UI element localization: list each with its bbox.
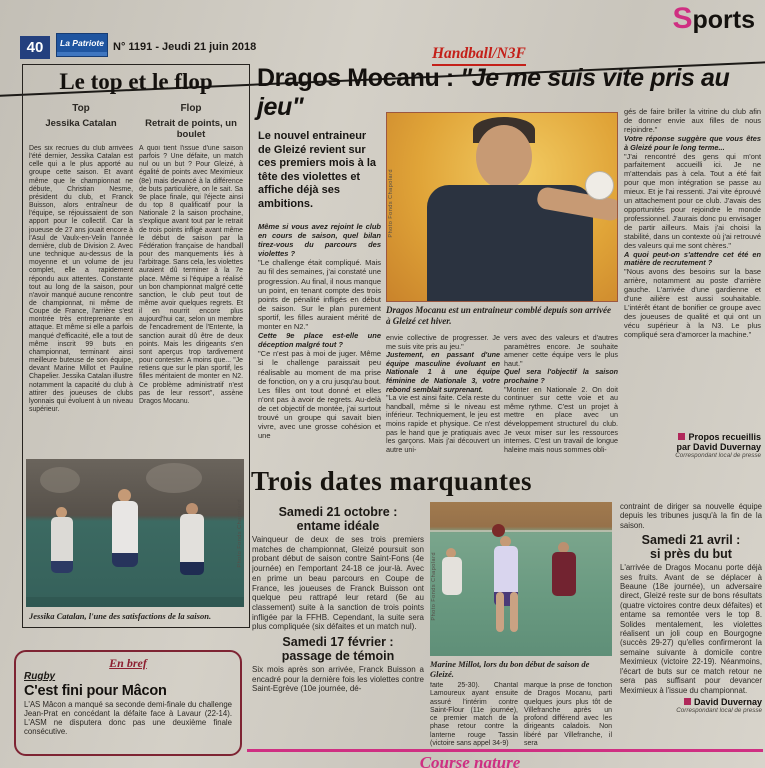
flop-body: A quoi tient l'issue d'une saison parfois ? Une défaite, un match nul ou un but ? Pour Gleizé, à égalité de points avec Meximieux (8e) mais devancé à la différence de buts particulière, on le sait. Sa 9e place finale, qui l'éjecte ainsi du top 8 qualificatif pour la Nationale 2 la saison prochaine, s'explique avant tout par le retrait de trois points infligé avant même le début de saison par la Fédération française de handball pour des manquements liés à l'arbitrage. Sans cela, les violettes auraient dû terminer à la 7e place. Même si l'équipe a réalisé un bon championnat malgré cette sanction, le club peut tout de même avoir quelques regrets. Et il en nourrit encore plus aujourd'hui car, selon un membre de l'encadrement de l'Entente, la sanction aurait dû être de deux points. Mais les dirigeants s'en sont aperçus trop tardivement pour contester. A moins que... "Je retiens que sur le plan sportif, les filles méritaient de monter en N2. Ce problème administratif n'est pas de leur ressort", assène Dragos Mocanu. (139, 145, 243, 405)
interview-answer: "Ce n'est pas à moi de juger. Même si le challenge paraissait peu réalisable au moment de ma prise de fonction, on y a cru jusqu'au bout. Les filles ont tout donné et elles n'ont pas à avoir de regrets. Au-delà de cet objectif de montée, j'ai surtout trouvé un groupe qui savait bien vivre, avec une grosse cohésion et une (258, 349, 381, 441)
interview-question: Justement, en passant d'une équipe masculine évoluant en Nationale 1 à une équipe féminine de Nationale 3, votre rebond semblait surprenant. (386, 350, 500, 394)
interview-answer: vers avec des valeurs et d'autres paramètres encore. Je souhaite amener cette équipe vers le plus haut." (504, 334, 618, 368)
flop-label: Flop (180, 103, 202, 114)
flop-heading: Retrait de points, un boulet (145, 118, 237, 140)
date-heading-3a: Samedi 21 avril : (641, 533, 741, 548)
brief-heading: C'est fini pour Mâcon (24, 683, 167, 699)
date-body-2: Six mois après son arrivée, Franck Buisson a encadré pour la dernière fois les violettes contre Saint-Egrève (10e journée, dé- (252, 665, 424, 694)
interview-answer: "Le challenge était compliqué. Mais au fil des semaines, j'ai constaté une progression. Au final, il nous manque un point, en tenant compte des trois points de pénalité infligés en début de saison. Sur le plan purement sportif, les filles auraient mérité de monter en N2." (258, 258, 381, 332)
byline-line1: Propos recueillis (688, 432, 761, 442)
interview-answer: envie collective de progresser. Je me suis vite pris au jeu." (386, 334, 500, 351)
section-initial: S (672, 2, 693, 35)
interview-answer: gés de faire briller la vitrine du club afin de donner envie aux filles de nous rejoindre." (624, 108, 761, 134)
interview-answer: "Nous avons des besoins sur la base arrière, notamment au poste d'arrière gauche. L'arrivée d'une gardienne et d'une ailière est aussi souhaitable. L'intérêt étant de bonifier ce groupe avec des joueuses de qualité et qui ont un vécu supérieur à la N3. Le plus compliqué sera d'amorcer la machine." (624, 267, 761, 339)
date-body-2d: contraint de diriger sa nouvelle équipe depuis les tribunes jusqu'à la fin de la saison. (620, 502, 762, 530)
interview-answer: "La vie est ainsi faite. Cela reste du handball, même si le niveau est inférieur. Techniquement, le jeu est moins rapide et physique. Ce n'est pas le hand que je pratiquais avec les garçons. Mais j'ai découvert un autre uni- (386, 393, 500, 454)
bottom-section-rule (247, 749, 763, 752)
bullet-square-icon (678, 433, 685, 440)
article-byline (624, 432, 761, 459)
photo-jessika-catalan (26, 459, 244, 607)
brief-rubric: Rugby (24, 671, 56, 682)
brief-body: L'AS Mâcon a manqué sa seconde demi-finale du challenge Jean-Prat en concédant la défaite face à Lavaur (22-14). L'ASM ne disputera donc pas une deuxième finale consécutive. (24, 700, 232, 736)
article-rubric: Handball/N3F (432, 45, 526, 66)
section-masthead (672, 2, 755, 36)
dates-byline-sub: Correspondant local de presse (676, 706, 762, 714)
interview-col-2 (386, 334, 500, 470)
photo-caption-jessika: Jessika Catalan, l'une des satisfactions de la saison. (29, 611, 212, 621)
byline-line2: par David Duvernay (676, 442, 761, 452)
interview-question: Votre réponse suggère que vous êtes à Gleizé pour le long terme... (624, 133, 761, 152)
dates-col-2: faite 25-30). Chantal Lamoureux ayant ensuite assuré l'intérim contre Saint-Flour (11e journée), ce premier match de la phase retour contre la lanterne rouge Tassin (victoire sans appel 34-9) (430, 682, 518, 748)
date-body-1: Vainqueur de deux de ses trois premiers matches de championnat, Gleizé poursuit son probant début de saison contre Saint-Fons (4e journée) en l'emportant 24-18 ce jour-là. Avec en prime un beau parcours en Coupe de France, les joueuses de Franck Buisson ont quelque peu rattrapé leur retard (6e au classement) suite à la sanction de trois points infligée par la FFHB. Cependant, la suite sera plus compliquée (six défaites et un match nul). (252, 535, 424, 632)
article-intro: Le nouvel entraineur de Gleizé revient sur ces premiers mois à la tête des violettes et affiche déjà ses ambitions. (258, 130, 377, 210)
date-heading-3b: si près du but (650, 547, 732, 562)
dates-section-title: Trois dates marquantes (251, 466, 533, 496)
photo-caption-marine: Marine Millot, lors du bon début de saison de Gleizé. (430, 659, 590, 679)
photo-dragos-mocanu (386, 112, 618, 302)
photo-caption-dragos: Dragos Mocanu est un entraineur comblé depuis son arrivée à Gleizé cet hiver. (386, 305, 612, 326)
interview-question: Cette 9e place est-elle une déception malgré tout ? (258, 331, 381, 350)
interview-col-4 (624, 108, 761, 430)
bullet-square-icon (684, 698, 691, 705)
interview-answer: "Monter en Nationale 2. On doit continuer sur cette voie et au même rythme. C'est un projet à mettre en place avec un développement structurel du club. Je veux miser sur les ressources internes. C'est un travail de longue haleine mais nous sommes obli- (504, 384, 618, 454)
section-title: ports (692, 6, 755, 34)
photo-credit: Photo Fonds Chapolard (388, 169, 394, 238)
next-section-title: Course nature (419, 753, 521, 768)
dates-col-4 (620, 502, 762, 746)
date-heading-2b: passage de témoin (281, 649, 395, 664)
date-heading-2a: Samedi 17 février : (282, 635, 394, 650)
top-label: Top (72, 103, 90, 114)
issue-date-line: N° 1191 - Jeudi 21 juin 2018 (113, 41, 257, 53)
page-number-badge: 40 (20, 36, 50, 59)
date-heading-1b: entame idéale (296, 519, 380, 533)
top-heading: Jessika Catalan (45, 118, 117, 129)
en-bref-box (14, 650, 242, 756)
top-flop-box (22, 64, 250, 628)
headline-plain: Dragos Mocanu : (257, 64, 461, 92)
photo-marine-millot (430, 502, 612, 656)
photo-credit: Photo Fonds Chapolard (431, 552, 437, 621)
top-body: Des six recrues du club arrivées l'été dernier, Jessika Catalan est celle qui a le plus apporté au groupe cette saison. Et avant même que le championnat ne débute, Christian Nesme, président du club, et Franck Buisson, alors entraîneur de l'équipe, se réjouissaient de son apport pour le collectif. Car la joueuse de 27 ans jouait encore à l'Asul de Vaulx-en-Velin l'année dernière, club de Division 2. Avec une technique au-dessus de la moyenne et un volume de jeu complet, elle a rapidement répondu aux attentes. Constante tout au long de la saison, pour n'avoir manqué aucune rencontre de championnat, ni même de Coupe de France, l'arrière s'est montrée très entreprenante en attaque. Et même si elle a parfois manqué d'efficacité, elle a tout de même inscrit 99 buts en championnat, terminant ainsi meilleure buteuse de son équipe, devant Marine Millot et Pauline Chapelier. Jessika Catalan illustre notamment la capacité du club à attirer des joueuses de clubs lyonnais qui évoluent à un niveau supérieur. (29, 145, 133, 413)
en-bref-title: En bref (109, 656, 147, 670)
interview-col-3 (504, 334, 618, 470)
interview-question: Même si vous avez rejoint le club en cours de saison, quel bilan tirez-vous du parcours des violettes ? (258, 222, 381, 259)
interview-col-1 (258, 222, 381, 470)
dates-col-3: marque la prise de fonction de Dragos Mocanu, parti quelques jours plus tôt de Villefranche après un profond différend avec les dirigeants caladois. Non libéré par Villefranche, il sera (524, 682, 612, 748)
dates-col-1 (252, 502, 424, 762)
byline-sub: Correspondant local de presse (675, 452, 761, 459)
dates-byline: David Duvernay (693, 696, 762, 707)
interview-answer: "J'ai rencontré des gens qui m'ont parfaitement accueilli ici. Je ne m'attendais pas à cela. Tout a été fait pour que mon intégration se passe au mieux. Et je l'ai ressenti. J'ai vite éprouvé un attachement pour ce club. J'avais des opportunités pour rejoindre le monde professionnel. J'aurais donc pu envisager de partir ailleurs. Mais j'ai choisi la stabilité, dans un contexte où j'ai retrouvé des valeurs qui me sont chères." (624, 151, 761, 250)
date-heading-1a: Samedi 21 octobre : (278, 505, 398, 519)
top-flop-title: Le top et le flop (59, 69, 213, 94)
date-body-3: L'arrivée de Dragos Mocanu porte déjà ses fruits. Avant de se déplacer à Beaune (18e journée), un adversaire direct, Gleizé reste sur de bons résultats (quatre victoires contre deux défaites) et entame sa remontée vers le top 8. Solides mentalement, les violettes réalisent un joli coup en Bourgogne (succès 29-27) qu'elles confirmeront la semaine suivante à domicile contre Meximieux (victoire 22-19). Néanmoins, l'écart de buts sur ce match retour ne sera pas suffisant pour devancer Meximieux à l'issue du championnat. (620, 563, 762, 695)
photo-credit: Photo Fonds Chapolard (237, 499, 243, 568)
interview-question: A quoi peut-on s'attendre cet été en matière de recrutement ? (624, 249, 761, 268)
headline-quote: "Je me suis vite pris au jeu" (257, 64, 730, 121)
newspaper-logo: La Patriote (56, 33, 108, 57)
interview-question: Quel sera l'objectif la saison prochaine ? (504, 367, 618, 385)
